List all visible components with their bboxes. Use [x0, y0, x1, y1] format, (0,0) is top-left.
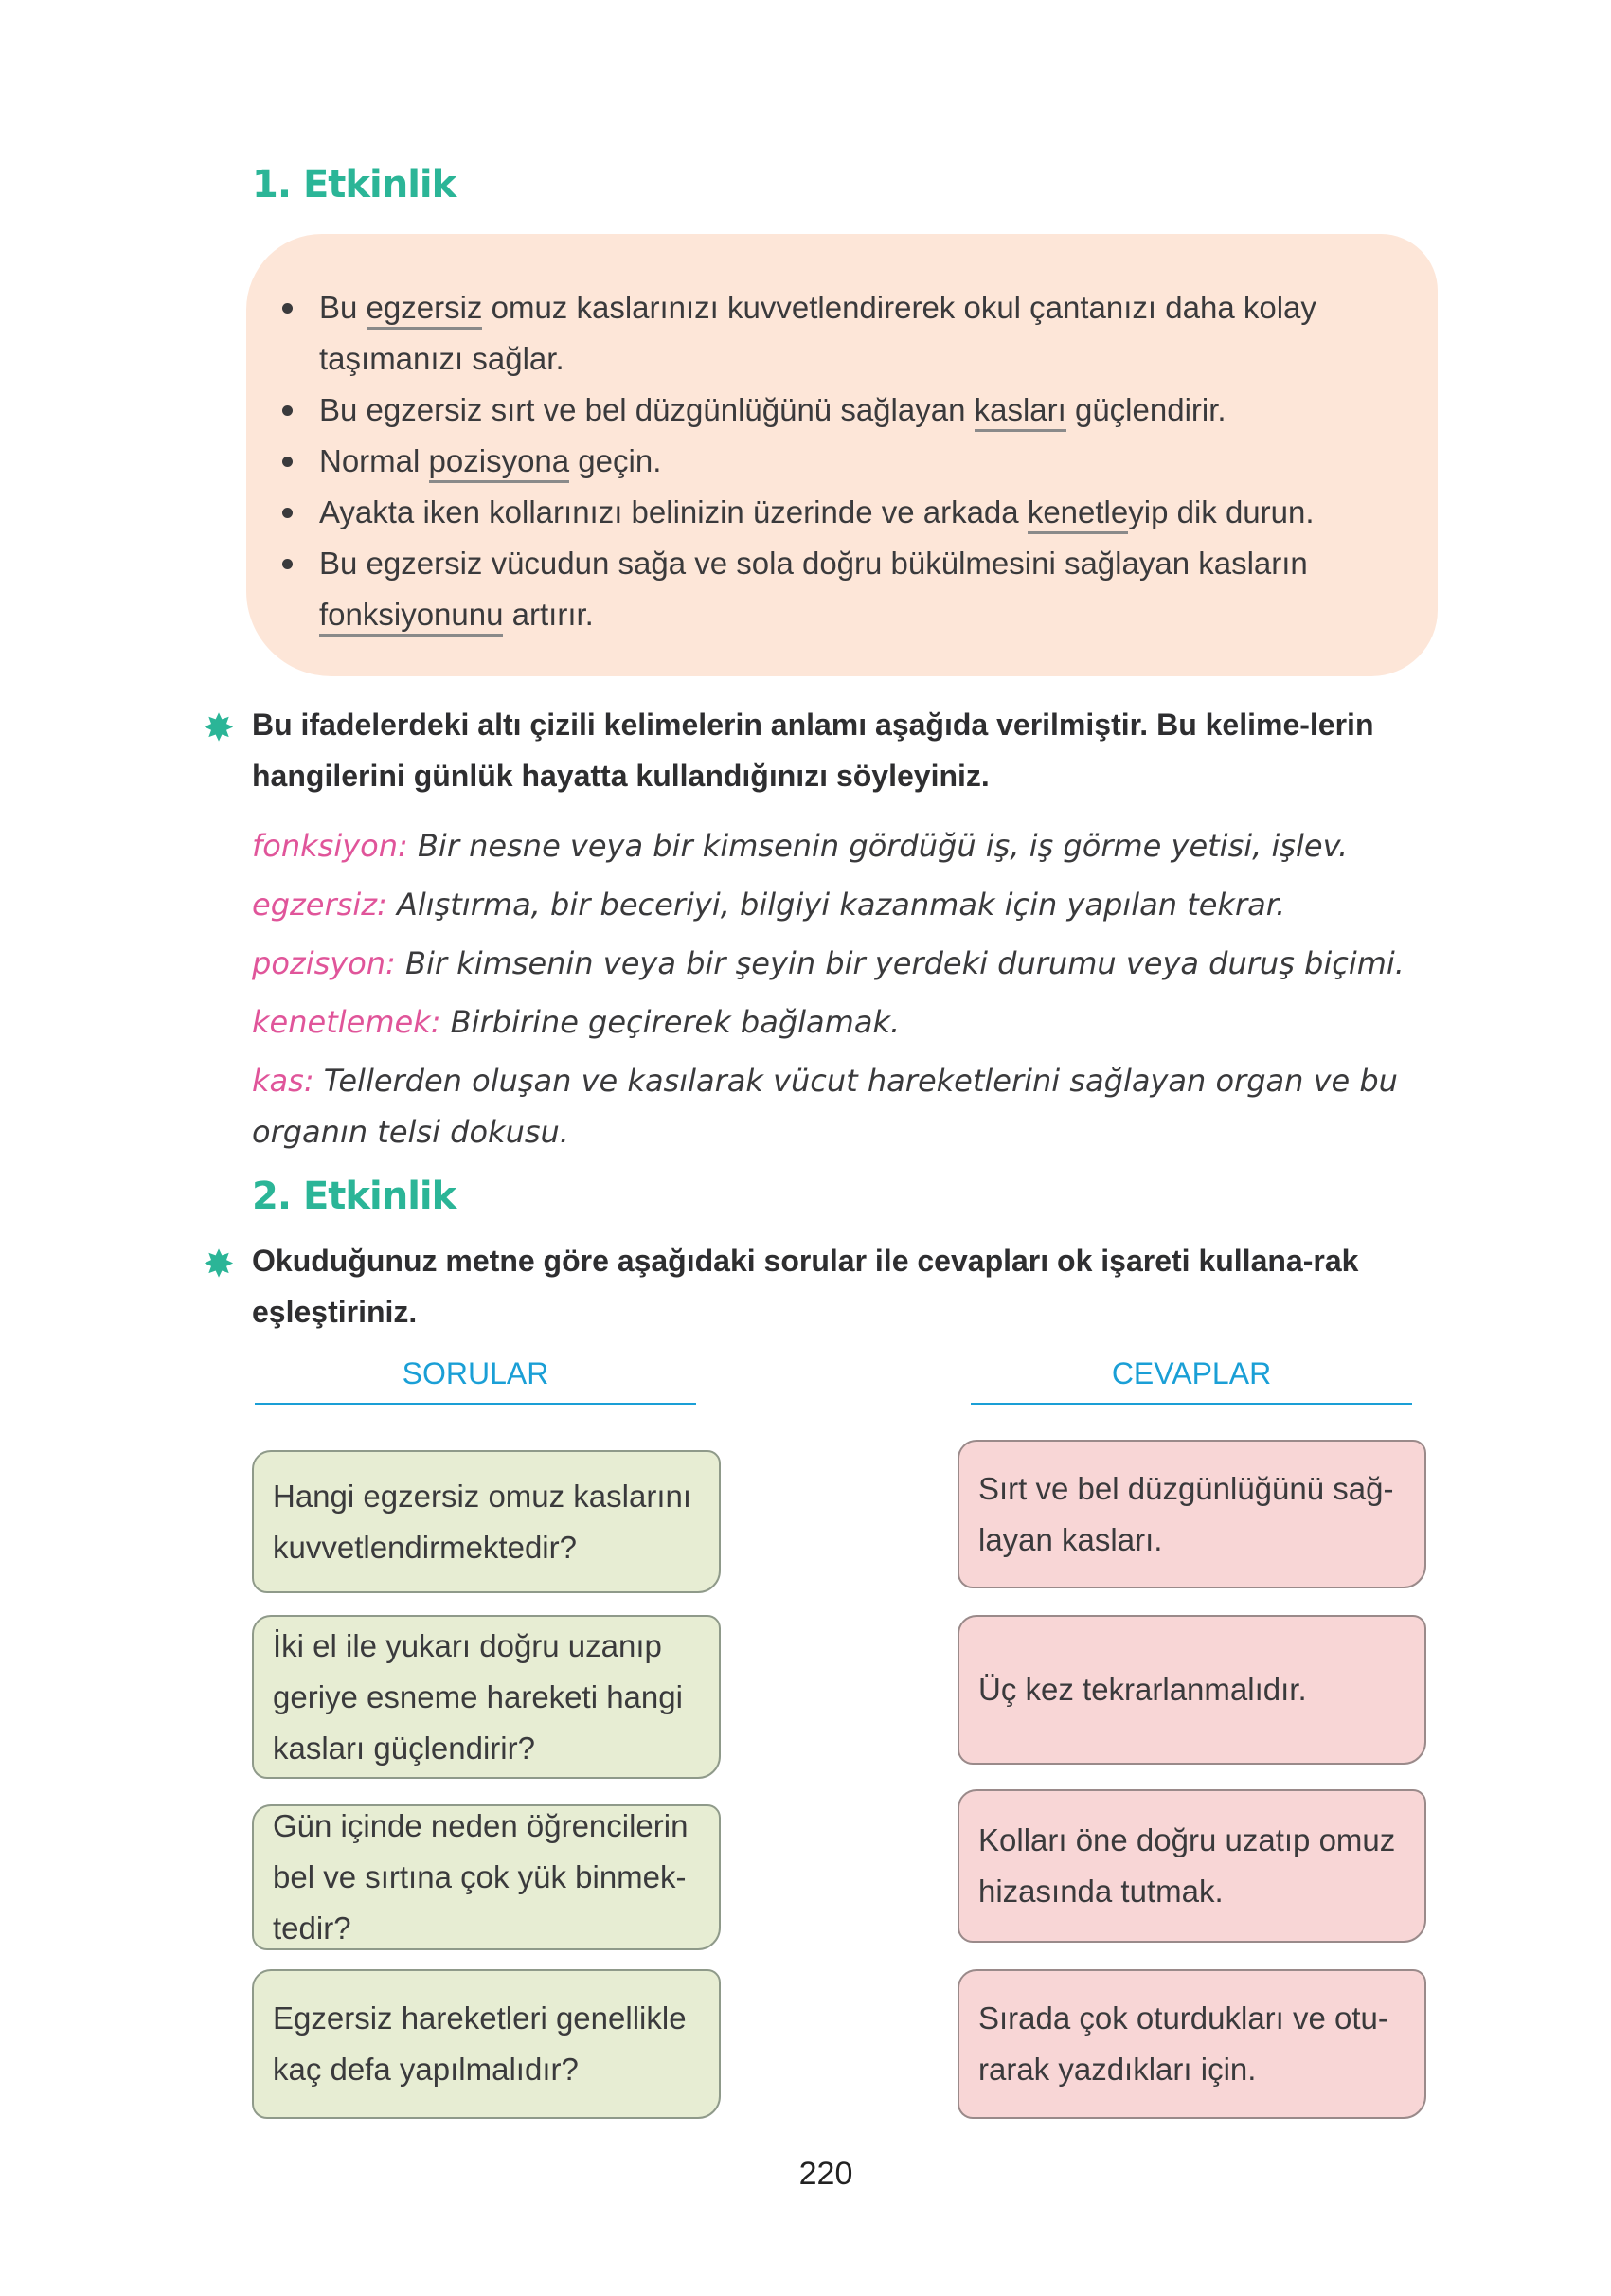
answer-text: Sırada çok oturdukları ve otu-rarak yazdıkları için. — [978, 2000, 1388, 2087]
underlined-word: kasları — [975, 392, 1066, 432]
definition — [252, 1055, 1464, 1157]
activity1-bullet-list — [275, 282, 1411, 640]
definition-term: pozisyon: — [252, 945, 396, 981]
underlined-word: fonksiyonunu — [319, 597, 503, 637]
bullet-icon — [282, 405, 293, 416]
definition-term: kenetlemek: — [252, 1004, 441, 1040]
question-card[interactable] — [252, 1615, 721, 1779]
question-card[interactable] — [252, 1804, 721, 1950]
definition — [252, 993, 1464, 1051]
list-item — [275, 385, 1411, 436]
definition-term: kas: — [252, 1063, 314, 1099]
bullet-icon — [282, 457, 293, 467]
definition-meaning: Alıştırma, bir beceriyi, bilgiyi kazanmak için yapılan tekrar. — [386, 887, 1286, 923]
underlined-word: pozisyona — [429, 443, 570, 483]
text: Bu egzersiz vücudun sağa ve sola doğru bükülmesini sağlayan kasların — [319, 546, 1308, 581]
text: omuz kaslarınızı kuvvetlendirerek okul çantanızı daha kolay taşımanızı sağlar. — [319, 290, 1316, 376]
question-card[interactable] — [252, 1450, 721, 1593]
answer-card[interactable] — [958, 1969, 1426, 2119]
answer-text: Kolları öne doğru uzatıp omuz hizasında tutmak. — [978, 1822, 1396, 1909]
definition-meaning: Birbirine geçirerek bağlamak. — [440, 1004, 901, 1040]
question-text: Gün içinde neden öğrencilerin bel ve sırtına çok yük binmek-tedir? — [273, 1808, 689, 1946]
answer-text: Üç kez tekrarlanmalıdır. — [978, 1672, 1307, 1707]
star-icon: ✸ — [203, 708, 235, 749]
answer-card[interactable] — [958, 1789, 1426, 1943]
definition-meaning: Tellerden oluşan ve kasılarak vücut hareketlerini sağlayan organ ve bu organın telsi dokusu. — [252, 1063, 1398, 1150]
text: Bu egzersiz sırt ve bel düzgünlüğünü sağlayan — [319, 392, 975, 427]
list-item — [275, 487, 1411, 538]
activity2-instruction: Okuduğunuz metne göre aşağıdaki sorular ile cevapları ok işareti kullana-rak eşleştiriniz. — [252, 1244, 1359, 1329]
activity1-title: 1. Etkinlik — [252, 163, 456, 206]
star-icon: ✸ — [203, 1244, 235, 1285]
bullet-icon — [282, 303, 293, 314]
definition-term: egzersiz: — [252, 887, 387, 923]
underlined-word: kenetle — [1028, 494, 1128, 534]
answers-header: CEVAPLAR — [971, 1356, 1412, 1405]
text: geçin. — [569, 443, 662, 478]
bullet-icon — [282, 559, 293, 569]
question-card[interactable] — [252, 1969, 721, 2119]
list-item — [275, 282, 1411, 385]
answer-card[interactable] — [958, 1440, 1426, 1588]
text: Normal — [319, 443, 429, 478]
answer-card[interactable] — [958, 1615, 1426, 1765]
definition — [252, 816, 1464, 875]
definition-meaning: Bir nesne veya bir kimsenin gördüğü iş, iş görme yetisi, işlev. — [407, 828, 1349, 864]
definition-meaning: Bir kimsenin veya bir şeyin bir yerdeki durumu veya duruş biçimi. — [395, 945, 1405, 981]
text: artırır. — [503, 597, 594, 632]
bullet-icon — [282, 508, 293, 518]
definition-term: fonksiyon: — [252, 828, 408, 864]
questions-header: SORULAR — [255, 1356, 696, 1405]
text: güçlendirir. — [1065, 392, 1226, 427]
definition — [252, 934, 1464, 993]
activity1-instruction: Bu ifadelerdeki altı çizili kelimelerin anlamı aşağıda verilmiştir. Bu kelime-lerin hangilerini günlük hayatta kullandığınızı söyleyiniz. — [252, 708, 1374, 793]
list-item — [275, 538, 1411, 640]
list-item — [275, 436, 1411, 487]
text: Bu — [319, 290, 367, 325]
text: Ayakta iken kollarınızı belinizin üzerinde ve arkada — [319, 494, 1028, 529]
question-text: Egzersiz hareketleri genellikle kaç defa yapılmalıdır? — [273, 2000, 687, 2087]
text: yip dik durun. — [1128, 494, 1315, 529]
question-text: Hangi egzersiz omuz kaslarını kuvvetlendirmektedir? — [273, 1478, 692, 1565]
page-number: 220 — [798, 2156, 853, 2192]
definitions-list — [252, 816, 1464, 1157]
answer-text: Sırt ve bel düzgünlüğünü sağ-layan kasları. — [978, 1470, 1394, 1557]
definition — [252, 875, 1464, 934]
question-text: İki el ile yukarı doğru uzanıp geriye esneme hareketi hangi kasları güçlendirir? — [273, 1627, 683, 1766]
underlined-word: egzersiz — [367, 290, 483, 330]
activity2-title: 2. Etkinlik — [252, 1175, 456, 1218]
